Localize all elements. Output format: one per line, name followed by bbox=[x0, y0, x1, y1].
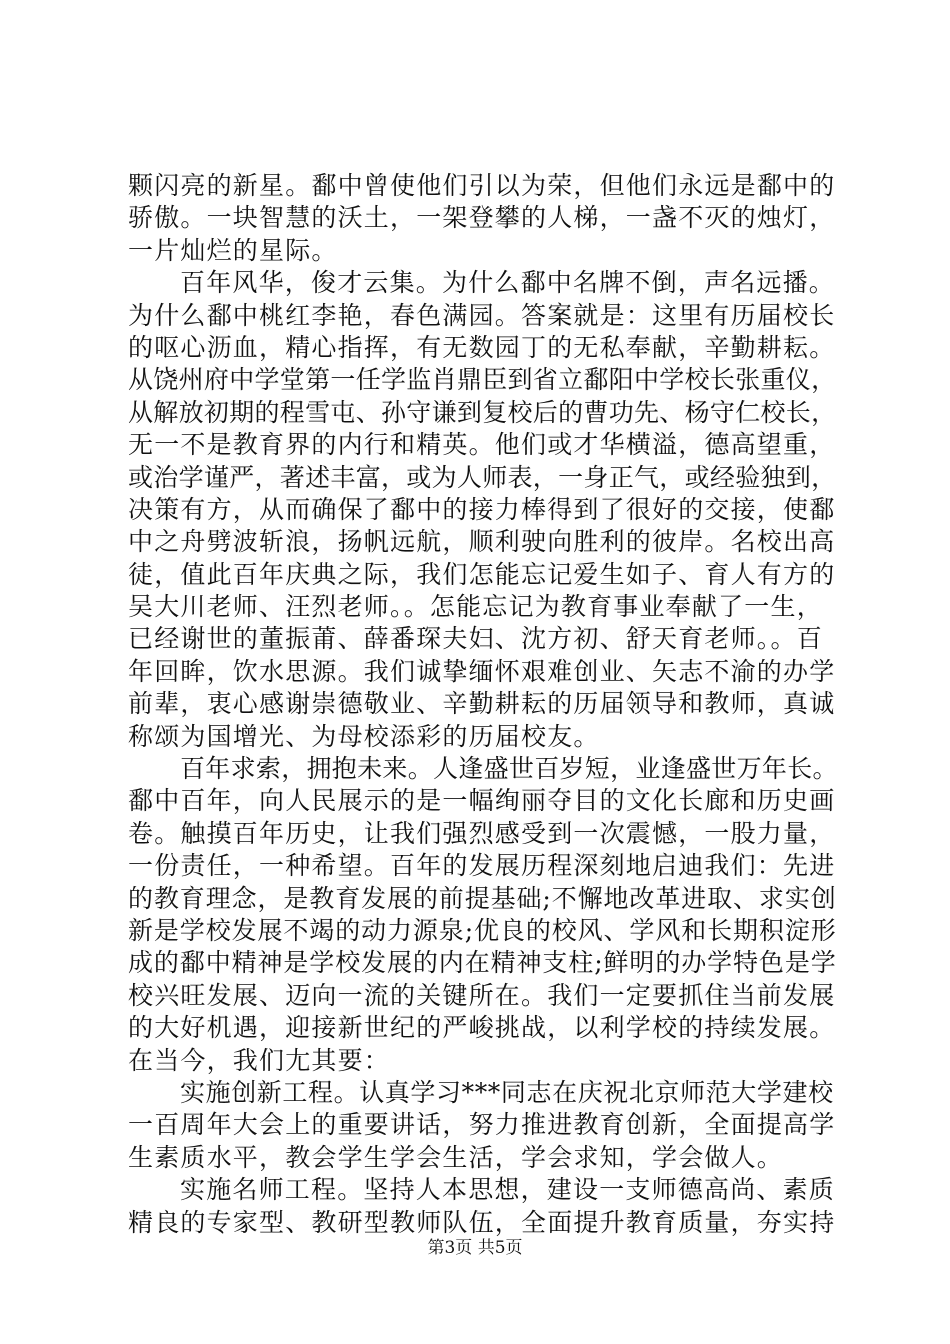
text-line: 颗闪亮的新星。鄱中曾使他们引以为荣，但他们永远是鄱中的 bbox=[128, 171, 836, 200]
text-line: 成的鄱中精神是学校发展的内在精神支柱;鲜明的办学特色是学 bbox=[128, 948, 837, 978]
text-line: 为什么鄱中桃红李艳，春色满园。答案就是：这里有历届校长 bbox=[128, 300, 836, 330]
text-line: 卷。触摸百年历史，让我们强烈感受到一次震憾，一股力量， bbox=[128, 818, 836, 848]
text-line: 称颂为国增光、为母校添彩的历届校友。 bbox=[128, 721, 600, 751]
text-line: 的呕心沥血，精心指挥，有无数园丁的无私奉献，辛勤耕耘。 bbox=[128, 332, 836, 362]
text-line: 百年风华，俊才云集。为什么鄱中名牌不倒，声名远播。 bbox=[180, 268, 836, 298]
text-line: 决策有方，从而确保了鄱中的接力棒得到了很好的交接，使鄱 bbox=[128, 494, 836, 524]
text-line: 从解放初期的程雪屯、孙守谦到复校后的曹功先、杨守仁校长， bbox=[128, 397, 837, 427]
text-line: 在当今，我们尢其要： bbox=[128, 1045, 391, 1075]
text-line: 从饶州府中学堂第一任学监肖鼎臣到省立鄱阳中学校长张重仪， bbox=[128, 365, 837, 395]
text-line: 已经谢世的董振莆、薛番琛夫妇、沈方初、舒天育老师。。百 bbox=[128, 624, 823, 654]
text-line: 一百周年大会上的重要讲话，努力推进教育创新，全面提高学 bbox=[128, 1110, 836, 1140]
text-line: 一份责任，一种希望。百年的发展历程深刻地启迪我们：先进 bbox=[128, 851, 836, 881]
text-line: 一片灿烂的星际。 bbox=[128, 235, 338, 265]
text-line: 的教育理念，是教育发展的前提基础;不懈地改革进取、求实创 bbox=[128, 883, 837, 913]
text-line: 新是学校发展不竭的动力源泉;优良的校风、学风和长期积淀形 bbox=[128, 915, 837, 945]
text-line: 实施名师工程。坚持人本思想，建设一支师德高尚、素质 bbox=[180, 1175, 836, 1205]
page-footer: 第3页 共5页 bbox=[427, 1238, 523, 1258]
text-line: 或治学谨严，著述丰富，或为人师表，一身正气，或经验独到， bbox=[128, 462, 837, 492]
text-line: 鄱中百年，向人民展示的是一幅绚丽夺目的文化长廊和历史画 bbox=[128, 786, 836, 816]
text-line: 生素质水平，教会学生学会生活，学会求知，学会做人。 bbox=[128, 1142, 784, 1172]
text-line: 吴大川老师、汪烈老师。。怎能忘记为教育事业奉献了一生， bbox=[128, 592, 823, 622]
text-line: 精良的专家型、教研型教师队伍，全面提升教育质量，夯实持 bbox=[128, 1207, 836, 1237]
text-line: 骄傲。一块智慧的沃土，一架登攀的人梯，一盏不灭的烛灯， bbox=[128, 203, 836, 233]
text-line: 实施创新工程。认真学习***同志在庆祝北京师范大学建校 bbox=[180, 1077, 834, 1107]
text-line: 前辈，衷心感谢崇德敬业、辛勤耕耘的历届领导和教师，真诚 bbox=[128, 689, 836, 719]
text-line: 徒，值此百年庆典之际，我们怎能忘记爱生如子、育人有方的 bbox=[128, 559, 836, 589]
text-line: 无一不是教育界的内行和精英。他们或才华横溢，德高望重， bbox=[128, 430, 836, 460]
text-line: 的大好机遇，迎接新世纪的严峻挑战，以利学校的持续发展。 bbox=[128, 1013, 836, 1043]
text-line: 校兴旺发展、迈向一流的关键所在。我们一定要抓住当前发展 bbox=[128, 980, 836, 1010]
text-line: 年回眸，饮水思源。我们诚挚缅怀艰难创业、矢志不渝的办学 bbox=[128, 656, 836, 686]
document-body bbox=[128, 170, 840, 1239]
text-line: 百年求索，拥抱未来。人逢盛世百岁短，业逢盛世万年长。 bbox=[180, 754, 838, 784]
text-line: 中之舟劈波斩浪，扬帆远航，顺利驶向胜利的彼岸。名校出高 bbox=[128, 527, 836, 557]
